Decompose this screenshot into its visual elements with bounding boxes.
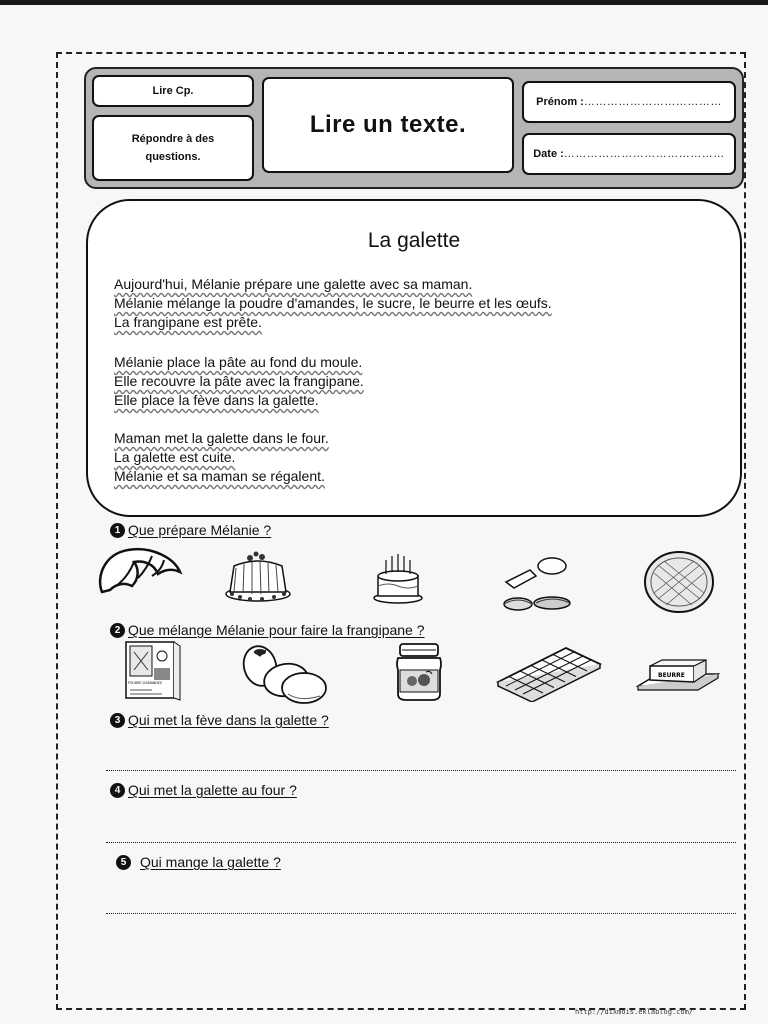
stanza-1 — [114, 275, 552, 332]
story-line: Aujourd'hui, Mélanie prépare une galette avec sa maman. — [114, 276, 473, 292]
question-5 — [116, 854, 281, 870]
level-box — [92, 75, 254, 107]
title-box — [262, 77, 514, 173]
skill-box — [92, 115, 254, 181]
story-line: La galette est cuite. — [114, 449, 236, 465]
question-number: 2 — [110, 623, 125, 638]
story-line: Elle recouvre la pâte avec la frangipane. — [114, 373, 364, 389]
question-2 — [110, 622, 425, 638]
story-line: Mélanie et sa maman se régalent. — [114, 468, 325, 484]
date-box[interactable] — [522, 133, 736, 175]
birthday-cake-icon[interactable] — [370, 550, 426, 606]
almond-box-label: POUDRE D'AMANDES — [128, 681, 162, 685]
question-3 — [110, 712, 329, 728]
question-text: Que mélange Mélanie pour faire la frangipane ? — [128, 622, 425, 638]
stanza-3 — [114, 429, 329, 486]
footer-url: http://dixmois.eklablog.com/ — [575, 1008, 694, 1016]
chocolate-bar-icon[interactable] — [494, 642, 604, 702]
story-line: Mélanie place la pâte au fond du moule. — [114, 354, 363, 370]
question-text: Qui met la fève dans la galette ? — [128, 712, 329, 728]
story-box — [86, 199, 742, 517]
eggs-icon[interactable] — [240, 642, 332, 704]
question-text: Que prépare Mélanie ? — [128, 522, 272, 538]
answer-line-4[interactable] — [106, 841, 736, 843]
worksheet-title: Lire un texte. — [309, 111, 467, 138]
level-label: Lire Cp. — [152, 85, 194, 97]
question-1 — [110, 522, 271, 538]
question-text: Qui mange la galette ? — [140, 854, 281, 870]
answer-line-5[interactable] — [106, 912, 736, 914]
story-title: La galette — [367, 229, 461, 252]
date-label: Date : — [533, 148, 564, 160]
scan-edge — [0, 0, 768, 5]
name-dots: ……………………………… — [583, 96, 722, 108]
stanza-2 — [114, 353, 364, 410]
jam-jar-icon[interactable] — [392, 640, 446, 704]
question-4 — [110, 782, 297, 798]
charlotte-cake-icon[interactable] — [222, 548, 294, 604]
story-line: Elle place la fève dans la galette. — [114, 392, 319, 408]
question-text: Qui met la galette au four ? — [128, 782, 297, 798]
butter-label: BEURRE — [658, 672, 685, 679]
story-line: La frangipane est prête. — [114, 314, 262, 330]
question-number: 1 — [110, 523, 125, 538]
worksheet — [56, 52, 746, 1010]
story-line: Maman met la galette dans le four. — [114, 430, 329, 446]
skill-label: Répondre à des questions. — [131, 133, 215, 163]
date-dots: …………………………………… — [563, 148, 725, 160]
question-number: 4 — [110, 783, 125, 798]
question-number: 3 — [110, 713, 125, 728]
butter-icon[interactable] — [636, 658, 720, 700]
cookies-icon[interactable] — [500, 548, 578, 612]
galette-icon[interactable] — [644, 551, 714, 613]
name-box[interactable] — [522, 81, 736, 123]
story-line: Mélanie mélange la poudre d'amandes, le sucre, le beurre et les œufs. — [114, 295, 552, 311]
answer-line-3[interactable] — [106, 769, 736, 771]
worksheet-header — [84, 67, 744, 189]
croissant-icon[interactable] — [94, 542, 184, 608]
almond-powder-box-icon[interactable] — [122, 640, 184, 702]
name-label: Prénom : — [536, 96, 584, 108]
question-number: 5 — [116, 855, 131, 870]
